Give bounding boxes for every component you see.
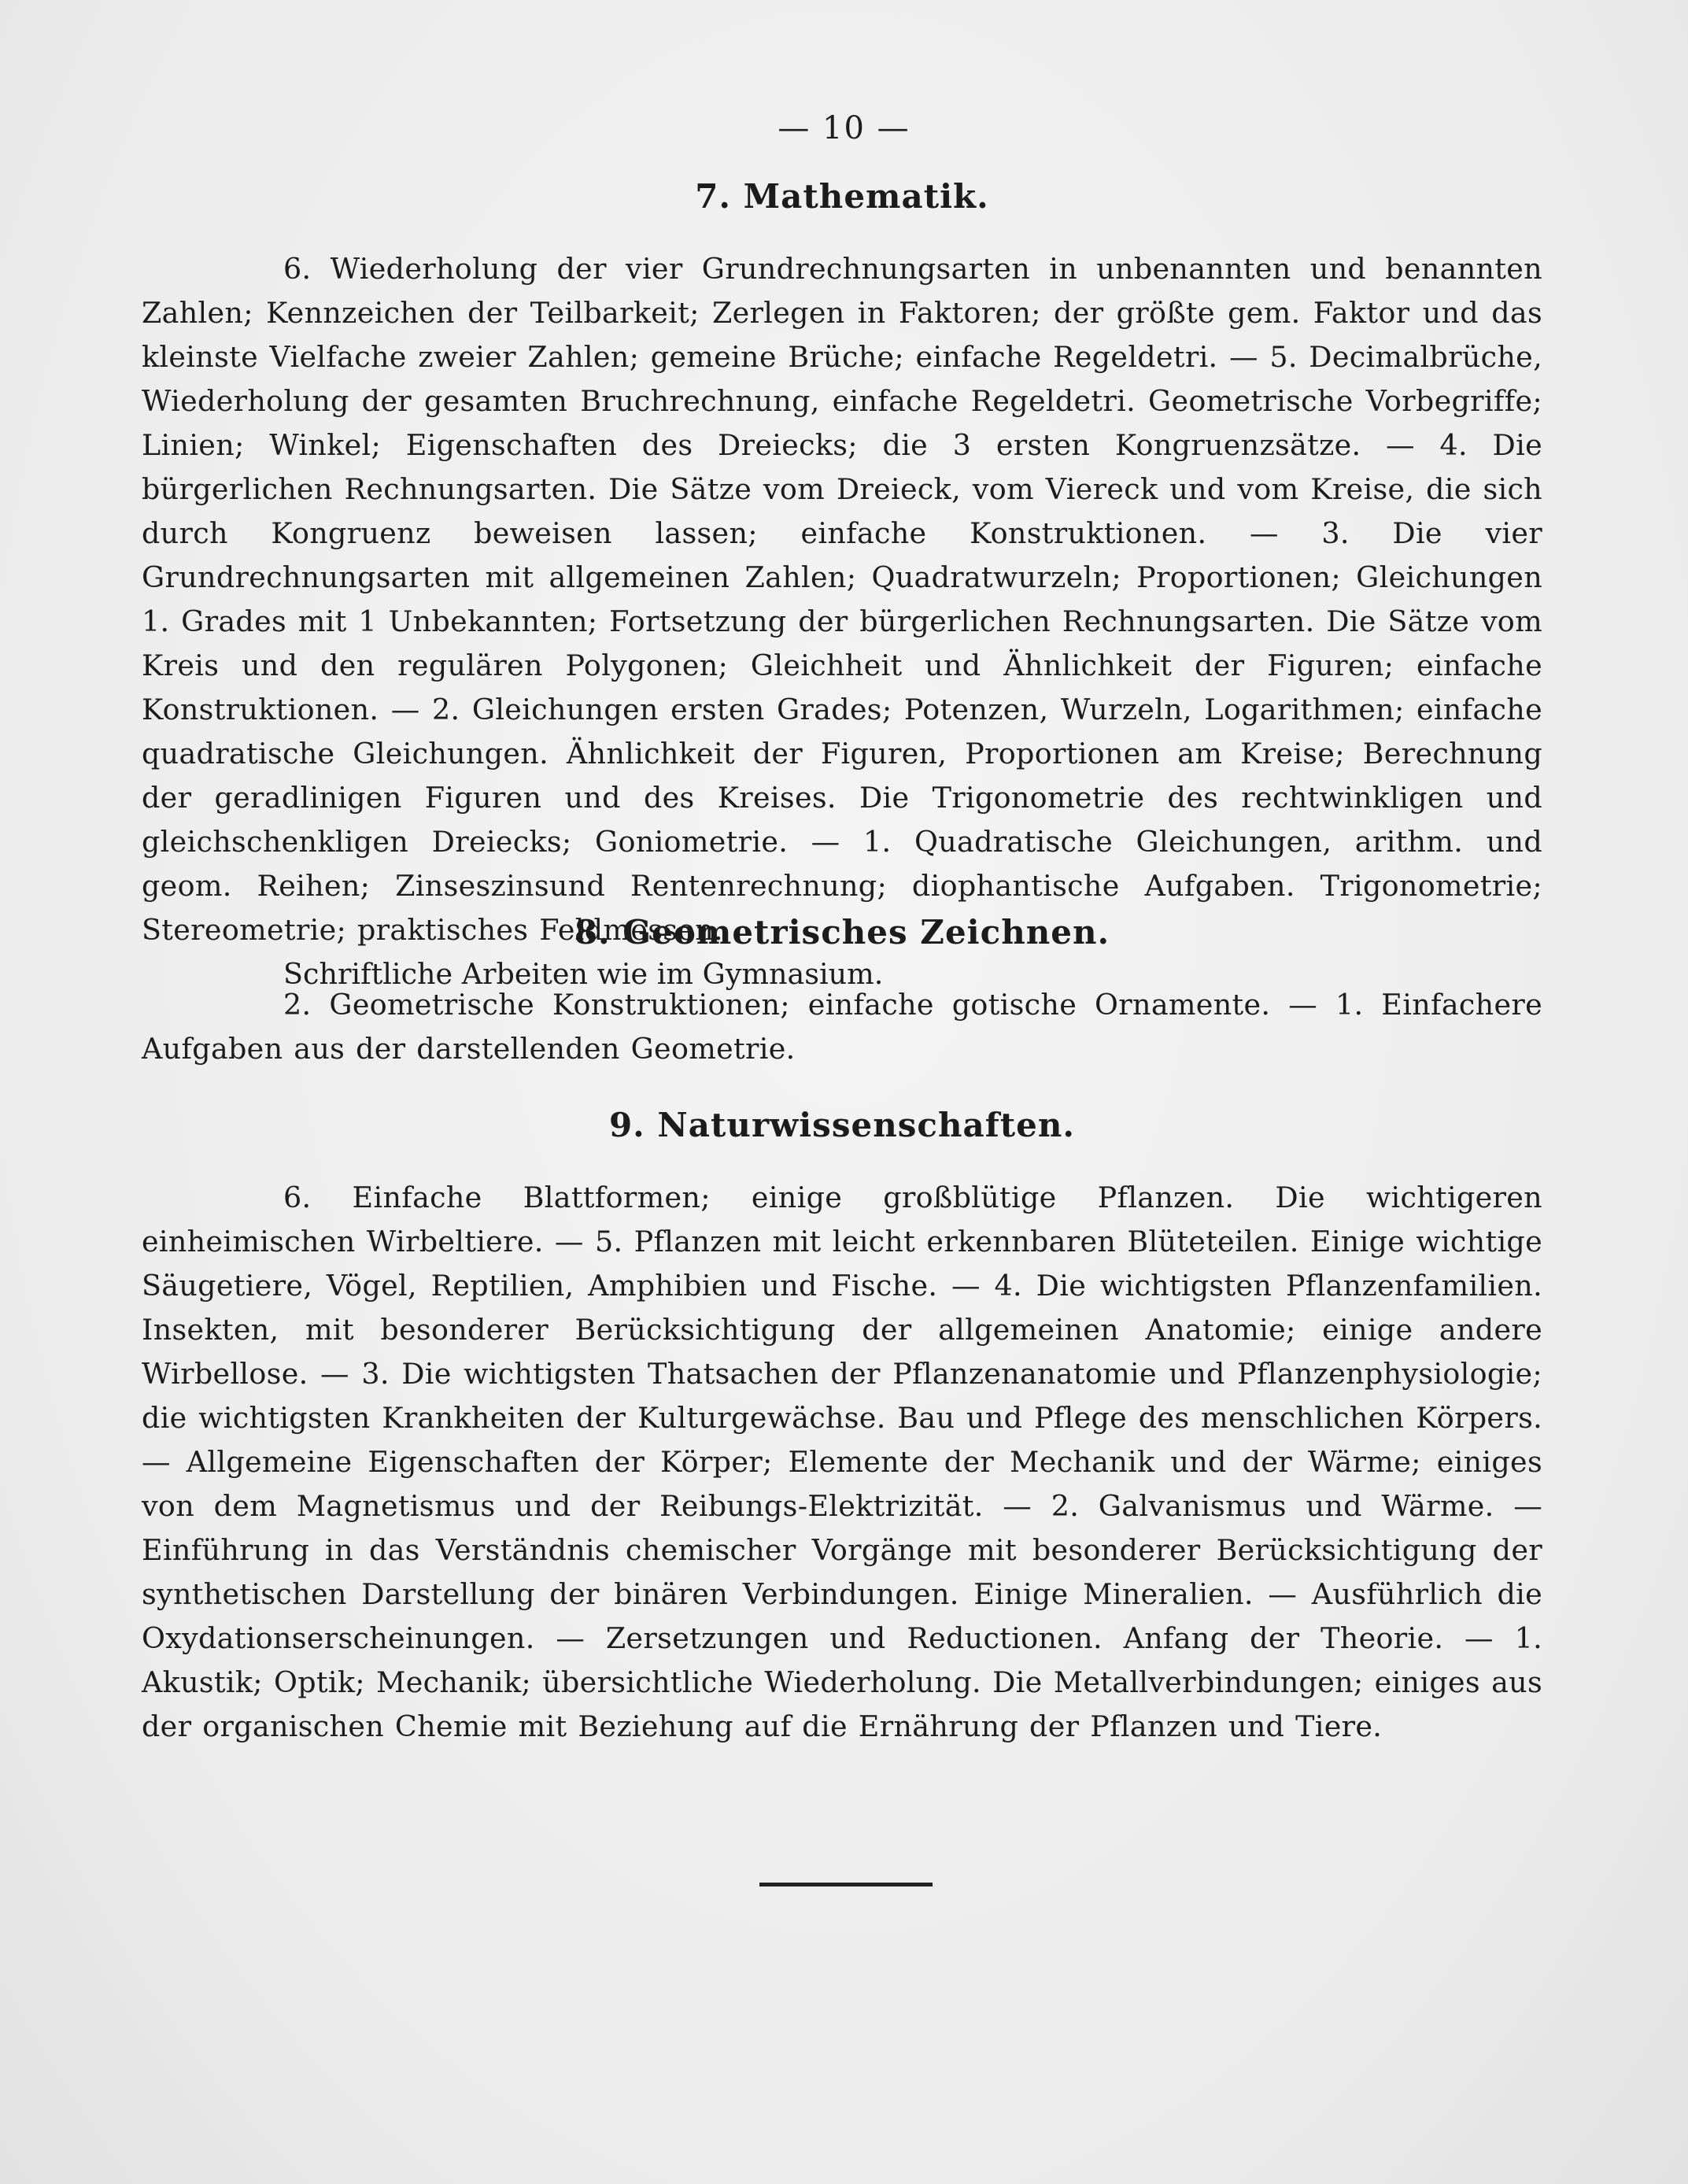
section-mathematics — [142, 177, 1542, 996]
section-heading: 7. Mathematik. — [695, 177, 989, 216]
section-geometric-drawing — [142, 913, 1542, 1071]
section-heading: 9. Naturwissenschaften. — [608, 1106, 1076, 1144]
end-rule-divider — [759, 1883, 933, 1887]
section-natural-sciences — [142, 1106, 1542, 1749]
section-paragraph: Schriftliche Arbeiten wie im Gymnasium. — [283, 957, 884, 991]
section-paragraph: 6. Wiederholung der vier Grundrechnungsarten in unbenannten und benannten Zahlen; Kennzeichen der Teilbarkeit; Zerlegen in Faktoren; der größte gem. Faktor und das kleinste Vielfache zweier Zahlen; gemeine Brüche; einfache Regeldetri. — 5. Decimalbrüche, Wiederholung der gesamten Bruchrechnung, einfache Regeldetri. Geometrische Vorbegriffe; Linien; Winkel; Eigenschaften des Dreiecks; die 3 ersten Kongruenzsätze. — 4. Die bürgerlichen Rechnungsarten. Die Sätze vom Dreieck, vom Viereck und vom Kreise, die sich durch Kongruenz beweisen lassen; einfache Konstruktionen. — 3. Die vier Grundrechnungsarten mit allgemeinen Zahlen; Quadratwurzeln; Proportionen; Gleichungen 1. Grades mit 1 Unbekannten; Fortsetzung der bürgerlichen Rechnungsarten. Die Sätze vom Kreis und den regulären Polygonen; Gleichheit und Ähnlichkeit der Figuren; einfache Konstruktionen. — 2. Gleichungen ersten Grades; Potenzen, Wurzeln, Logarithmen; einfache quadratische Gleichungen. Ähnlichkeit der Figuren, Proportionen am Kreise; Berechnung der geradlinigen Figuren und des Kreises. Die Trigonometrie des rechtwinkligen und gleichschenkligen Dreiecks; Goniometrie. — 1. Quadratische Gleichungen, arithm. und geom. Reihen; Zinseszinsund Rentenrechnung; diophantische Aufgaben. Trigonometrie; Stereometrie; praktisches Feldmessen. — [142, 252, 1542, 947]
section-paragraph: 6. Einfache Blattformen; einige großblütige Pflanzen. Die wichtigeren einheimischen Wirbeltiere. — 5. Pflanzen mit leicht erkennbaren Blüteteilen. Einige wichtige Säugetiere, Vögel, Reptilien, Amphibien und Fische. — 4. Die wichtigsten Pflanzenfamilien. Insekten, mit besonderer Berücksichtigung der allgemeinen Anatomie; einige andere Wirbellose. — 3. Die wichtigsten Thatsachen der Pflanzenanatomie und Pflanzenphysiologie; die wichtigsten Krankheiten der Kulturgewächse. Bau und Pflege des menschlichen Körpers. — Allgemeine Eigenschaften der Körper; Elemente der Mechanik und der Wärme; einiges von dem Magnetismus und der Reibungs-Elektrizität. — 2. Galvanismus und Wärme. — Einführung in das Verständnis chemischer Vorgänge mit besonderer Berücksichtigung der synthetischen Darstellung der binären Verbindungen. Einige Mineralien. — Ausführlich die Oxydationserscheinungen. — Zersetzungen und Reductionen. Anfang der Theorie. — 1. Akustik; Optik; Mechanik; übersichtliche Wiederholung. Die Metallverbindungen; einiges aus der organischen Chemie mit Beziehung auf die Ernährung der Pflanzen und Tiere. — [142, 1181, 1542, 1743]
page-number: — 10 — — [778, 110, 910, 146]
section-paragraph: 2. Geometrische Konstruktionen; einfache gotische Ornamente. — 1. Einfachere Aufgaben aus der darstellenden Geometrie. — [142, 988, 1542, 1066]
section-heading: 8. Geometrisches Zeichnen. — [574, 913, 1110, 952]
